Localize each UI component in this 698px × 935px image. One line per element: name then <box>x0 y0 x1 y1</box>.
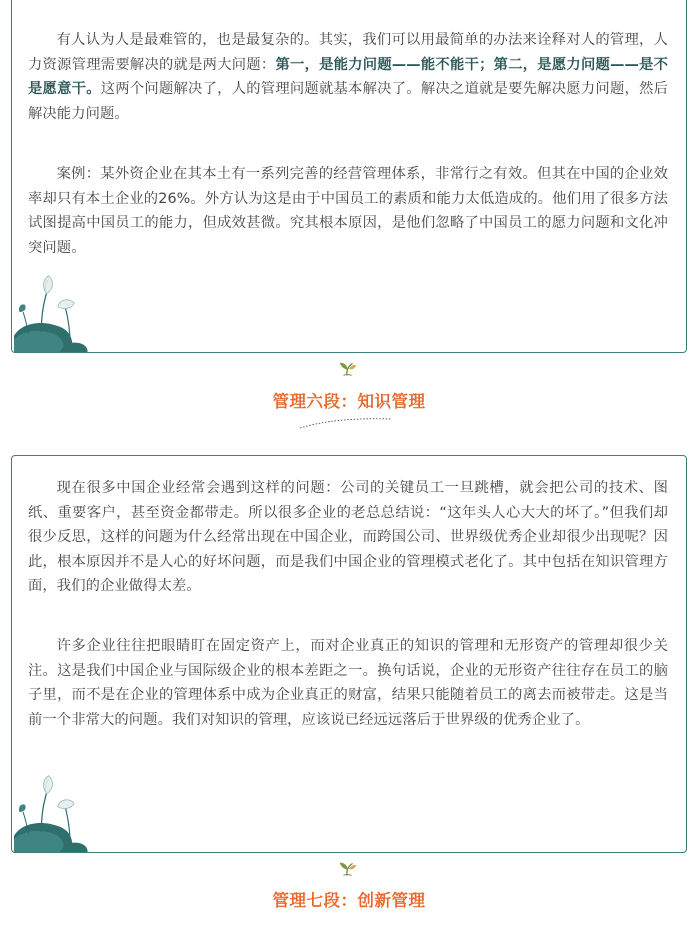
card1-paragraph-1-text-b: 这两个问题解决了，人的管理问题就基本解决了。解决之道就是要先解决愿力问题，然后解决能力问题。 <box>28 81 668 122</box>
lotus-decoration-icon <box>11 772 100 853</box>
card1-paragraph-1 <box>28 28 668 126</box>
swoosh-underline-icon <box>296 416 396 430</box>
leaf-icon <box>338 360 358 378</box>
card1-paragraph-1-text-a: 有人认为人是最难管的，也是最复杂的。其实，我们可以用最简单的办法来诠释对人的管理，人力资源管理需要解决的就是两大问题： <box>28 32 668 73</box>
lotus-decoration-icon <box>11 272 100 353</box>
content-card-1 <box>11 0 687 353</box>
card1-paragraph-2: 案例：某外资企业在其本土有一系列完善的经营管理体系，非常行之有效。但其在中国的企业效率却只有本土企业的26%。外方认为这是由于中国员工的素质和能力太低造成的。他们用了很多方法试图提高中国员工的能力，但成效甚微。究其根本原因，是他们忽略了中国员工的愿力问题和文化冲突问题。 <box>28 166 668 256</box>
section-title-innovation-management: 管理七段：创新管理 <box>272 891 426 910</box>
card2-paragraph-2: 许多企业往往把眼睛盯在固定资产上，而对企业真正的知识的管理和无形资产的管理却很少关注。这是我们中国企业与国际级企业的根本差距之一。换句话说，企业的无形资产往往存在员工的脑子里，而不是在企业的管理体系中成为企业真正的财富，结果只能随着员工的离去而被带走。这是当前一个非常大的问题。我们对知识的管理，应该说已经远远落后于世界级的优秀企业了。 <box>28 638 668 728</box>
card1-paragraph-1-bold: 第一，是能力问题——能不能干；第二，是愿力问题——是不是愿意干。 <box>28 56 668 97</box>
section-divider-7 <box>0 855 698 935</box>
leaf-icon <box>338 860 358 878</box>
section-title-knowledge-management: 管理六段：知识管理 <box>272 392 426 411</box>
content-card-2 <box>11 455 687 853</box>
card2-paragraph-1: 现在很多中国企业经常会遇到这样的问题：公司的关键员工一旦跳槽，就会把公司的技术、图纸、重要客户，甚至资金都带走。所以很多企业的老总总结说：“这年头人心大大的坏了。”但我们却很少反思，这样的问题为什么经常出现在中国企业，而跨国公司、世界级优秀企业却很少出现呢？因此，根本原因并不是人心的好坏问题，而是我们中国企业的管理模式老化了。其中包括在知识管理方面，我们的企业做得太差。 <box>28 480 668 594</box>
section-divider-6 <box>0 355 698 435</box>
